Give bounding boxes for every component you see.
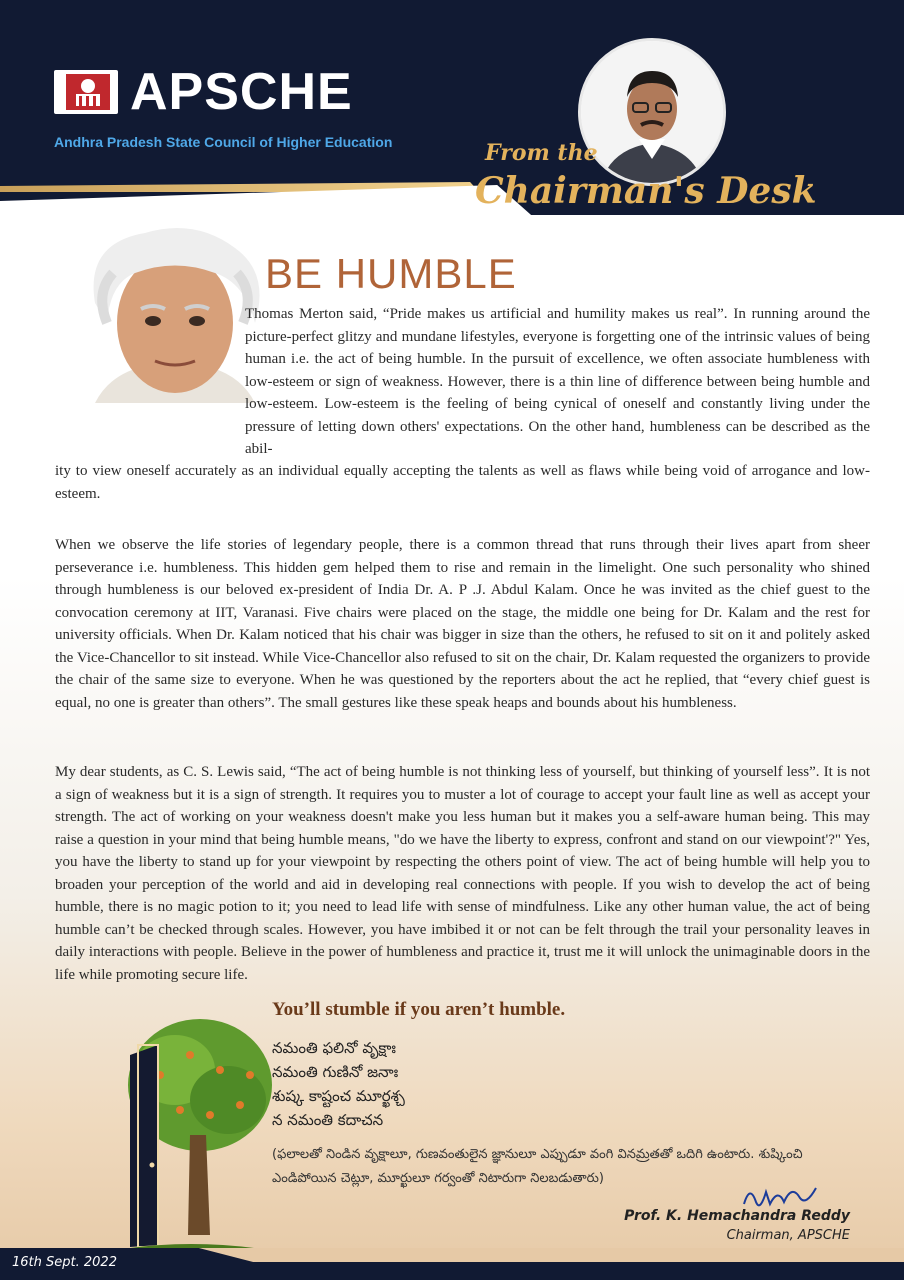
paragraph-3: My dear students, as C. S. Lewis said, “The act of being humble is not thinking less of yourself, but thinking of yourself less”. It is not a sign of weakness but it is a sign of strength. It requires you to muster a lot of courage to accept your fault line as well as accept your strength. The act of working on your weakness doesn't make you less human but it makes you a self-aware human being. This may raise a question in your mind that being humble means, "do we have the liberty to express, confront and stand on our viewpoint'?" Yes, you have the liberty to stand up for your viewpoint by respecting the others point of view. The act of being humble will help you to broaden your perception of the world and aid in developing real connections with people. If you wish to develop the act of being humble, there is no magic potion to it; you need to lead life with sense of mindfulness. Like any other human value, the act of being humble can’t be checked through scales. However, you have imbibed it or not can be felt through the trail your personality leaves in daily interactions with people. Believe in the power of humbleness and practice it, trust me it will unlock the unimaginable doors in the life while promoting secure life. (55, 764, 870, 983)
signatory-role: Chairman, APSCHE (726, 1228, 850, 1243)
footer-band (0, 1248, 904, 1280)
chairman-photo (578, 38, 726, 186)
closing-quote: You’ll stumble if you aren’t humble. (272, 999, 566, 1020)
telugu-verse (272, 1036, 405, 1132)
paragraph-1-continued: ity to view oneself accurately as an individual equally accepting the talents as well as flaws while being void of arrogance and low-esteem. (55, 463, 870, 502)
brand-name: APSCHE (130, 63, 353, 121)
desk-label-main: Chairman's Desk (475, 170, 817, 212)
issue-date: 16th Sept. 2022 (12, 1255, 117, 1270)
signatory-name: Prof. K. Hemachandra Reddy (624, 1208, 850, 1224)
emblem-icon (66, 74, 110, 110)
telugu-verse-line: నమంతి ఫలినో వృక్షాః (272, 1039, 396, 1057)
telugu-verse-line: న నమంతి కదాచన (272, 1111, 384, 1129)
paragraph-2: When we observe the life stories of legendary people, there is a common thread that runs through their lives apart from sheer perseverance i.e. humbleness. This hidden gem helped them to rise and remain in the limelight. One such personality who shined through humbleness is our beloved ex-president of India Dr. A. P .J. Abdul Kalam. Once he was invited as the chief guest to the convocation ceremony at IIT, Varanasi. Five chairs were placed on the stage, the middle one being for Dr. Kalam and the rest for university officials. When Dr. Kalam noticed that his chair was bigger in size than the others, he refused to sit on it and politely asked the Vice-Chancellor to sit instead. While Vice-Chancellor also refused to sit on the chair, Dr. Kalam requested the organizers to provide the chair of the same size to everyone. When he was questioned by the reporters about the act he replied, that “every chief guest is equal, no one is greater than others”. The small gestures like these speak heaps and bounds about his humbleness. (55, 537, 870, 711)
paragraph-1-wrapped: Thomas Merton said, “Pride makes us artificial and humility makes us real”. In running around the picture-perfect glitzy and mundane lifestyles, everyone is forgetting one of the intrinsic values of being human i.e. the act of being humble. In the pursuit of excellence, we often associate humbleness with low-esteem or sign of weakness. However, there is a thin line of difference between being humble and low-esteem. Low-esteem is the feeling of being cynical of oneself and constantly living under the pressure of letting down others' expectations. On the other hand, humbleness can be described as the abil- (245, 306, 870, 457)
tree-illustration (110, 1015, 275, 1255)
brand-subtitle: Andhra Pradesh State Council of Higher Education (54, 134, 393, 150)
apsche-logo (54, 70, 118, 114)
article-title: BE HUMBLE (265, 250, 517, 297)
desk-label-top: From the (485, 140, 598, 166)
footer-wedge (0, 1248, 904, 1262)
chairman-portrait-icon (581, 41, 723, 183)
telugu-translation: (ఫలాలతో నిండిన వృక్షాలూ, గుణవంతులైన జ్ఞానులూ ఎప్పుడూ వంగి వినమ్రతతో ఒదిగి ఉంటారు. శుష్కించి ఎండిపోయిన చెట్లూ, మూర్ఖులూ గర్వంతో నిటారుగా నిలబడుతారు) (272, 1147, 803, 1186)
tree-icon (110, 1015, 275, 1255)
telugu-verse-line: నమంతి గుణినో జనాః (272, 1063, 399, 1081)
telugu-verse-line: శుష్క కాష్టంచ మూర్ఖశ్చ (272, 1087, 405, 1105)
